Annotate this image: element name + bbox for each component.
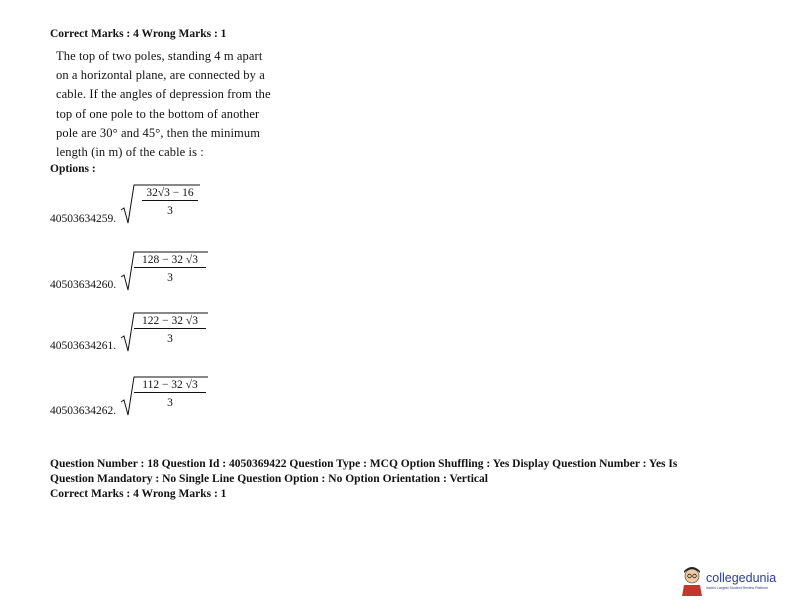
fraction-bar (134, 392, 206, 393)
fraction (142, 187, 198, 217)
numerator: 112 − 32 √3 (142, 379, 198, 391)
collegedunia-logo (680, 565, 790, 599)
next-question-meta (50, 457, 750, 502)
question-line: on a horizontal plane, are connected by a (56, 68, 265, 83)
fraction (134, 379, 206, 409)
question-line: The top of two poles, standing 4 m apart (56, 49, 263, 63)
option-expression (120, 250, 210, 292)
question-line: pole are 30° and 45°, then the minimum (56, 125, 261, 140)
option-id: 40503634261. (50, 340, 117, 352)
options-label: Options : (50, 163, 96, 175)
question-line: top of one pole to the bottom of another (56, 106, 260, 121)
marks-line: Correct Marks : 4 Wrong Marks : 1 (50, 28, 227, 40)
denominator: 3 (167, 397, 173, 409)
option-id: 40503634260. (50, 279, 117, 291)
numerator: 128 − 32 √3 (142, 254, 198, 266)
meta-line: Question Number : 18 Question Id : 4050369422 Question Type : MCQ Option Shuffling : Yes Display Question Number : Yes Is (50, 458, 678, 470)
denominator: 3 (167, 272, 173, 284)
denominator: 3 (167, 205, 173, 217)
logo-tagline: India's Largest Student Review Platform (706, 586, 769, 590)
logo-text: collegedunia (706, 571, 777, 585)
fraction (134, 315, 206, 345)
numerator: 122 − 32 √3 (142, 315, 198, 327)
fraction-bar (142, 200, 198, 201)
question-line: cable. If the angles of depression from the (56, 87, 271, 102)
meta-line: Correct Marks : 4 Wrong Marks : 1 (50, 488, 227, 500)
question-line: length (in m) of the cable is : (56, 145, 204, 160)
meta-line: Question Mandatory : No Single Line Question Option : No Option Orientation : Vertical (50, 473, 488, 485)
option-expression (120, 375, 210, 417)
numerator: 32√3 − 16 (146, 187, 194, 199)
option-id: 40503634262. (50, 405, 117, 417)
option-expression (120, 183, 202, 225)
fraction-bar (134, 267, 206, 268)
fraction-bar (134, 328, 206, 329)
mascot-icon (680, 565, 706, 597)
option-id: 40503634259. (50, 213, 117, 225)
fraction (134, 254, 206, 284)
denominator: 3 (167, 333, 173, 345)
option-expression (120, 311, 210, 353)
question-text (56, 47, 306, 162)
